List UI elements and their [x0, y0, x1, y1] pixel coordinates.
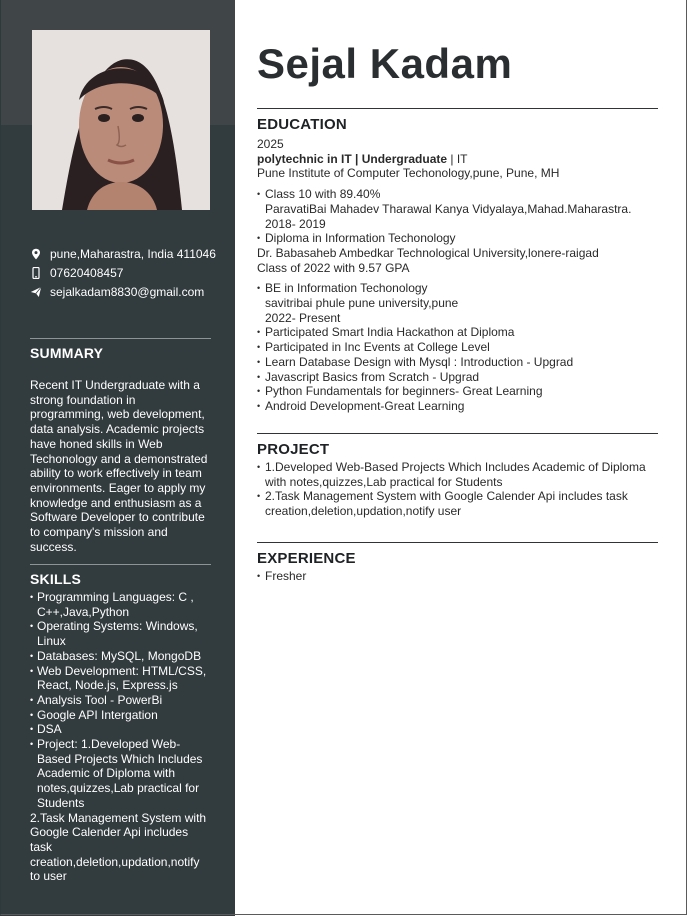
- education-section: [257, 108, 658, 414]
- education-heading: EDUCATION: [257, 116, 347, 133]
- activity-item: • Learn Database Design with Mysql : Introduction - Upgrad: [257, 355, 658, 370]
- skills-section: [30, 564, 211, 884]
- profile-photo: [32, 30, 210, 210]
- contact-email: [30, 285, 220, 299]
- be-years: 2022- Present: [265, 310, 341, 325]
- education-field: | IT: [447, 151, 468, 166]
- experience-divider: [257, 542, 658, 543]
- experience-section: [257, 542, 658, 584]
- skill-item: • Web Development: HTML/CSS, React, Node.js, Express.js: [30, 664, 211, 693]
- contact-address: [30, 247, 220, 261]
- candidate-name: Sejal Kadam: [257, 40, 513, 87]
- diploma-gpa: Class of 2022 with 9.57 GPA: [257, 260, 410, 275]
- education-year: 2025: [257, 137, 284, 151]
- skill-item: • Operating Systems: Windows, Linux: [30, 619, 211, 648]
- project-divider: [257, 433, 658, 434]
- project-list: [257, 460, 658, 519]
- activity-item: • Python Fundamentals for beginners- Great Learning: [257, 384, 658, 399]
- education-divider: [257, 108, 658, 109]
- skill-item: • Programming Languages: C , C++,Java,Python: [30, 590, 211, 619]
- project-item: • 1.Developed Web-Based Projects Which Includes Academic of Diploma with notes,quizzes,Lab practical for Students: [257, 460, 658, 489]
- skill-item: • Google API Intergation: [30, 708, 211, 723]
- address-text: pune,Maharastra, India 411046: [50, 247, 216, 261]
- activity-item: • Javascript Basics from Scratch - Upgrad: [257, 370, 658, 385]
- skill-item: • DSA: [30, 722, 211, 737]
- class10-school: ParavatiBai Mahadev Tharawal Kanya Vidyalaya,Mahad.Maharastra.: [265, 201, 632, 216]
- summary-heading: SUMMARY: [30, 345, 104, 361]
- skills-list-wrap: [30, 590, 211, 884]
- class10-years: 2018- 2019: [265, 216, 326, 231]
- be-activities-list: [257, 281, 658, 413]
- project-item: • 2.Task Management System with Google Calender Api includes task creation,deletion,updation,notify user: [257, 489, 658, 518]
- skill-item: • Analysis Tool - PowerBi: [30, 693, 211, 708]
- summary-section: [30, 338, 211, 554]
- skills-divider: [30, 564, 211, 565]
- class10-list: [257, 187, 658, 246]
- be-label: • BE in Information Techonology: [265, 281, 428, 296]
- be-item: [257, 281, 658, 325]
- experience-heading: EXPERIENCE: [257, 550, 356, 567]
- send-mail-icon: [30, 286, 42, 298]
- be-university: savitribai phule pune university,pune: [265, 296, 459, 311]
- contact-block: [30, 247, 220, 304]
- education-degree-line: [257, 152, 658, 167]
- education-institute: Pune Institute of Computer Techonology,pune, Pune, MH: [257, 166, 560, 181]
- skills-heading: SKILLS: [30, 571, 81, 587]
- experience-body: [257, 569, 658, 584]
- project-section: [257, 433, 658, 519]
- mobile-phone-icon: [30, 267, 42, 279]
- class10-item: [257, 187, 658, 231]
- activity-item: • Android Development-Great Learning: [257, 399, 658, 414]
- education-degree: polytechnic in IT | Undergraduate: [257, 151, 448, 166]
- education-body: [257, 137, 658, 414]
- class10-label: • Class 10 with 89.40%: [265, 187, 381, 202]
- skill-trailing-text: 2.Task Management System with Google Calender Api includes task creation,deletion,updation,notify to user: [30, 810, 207, 884]
- skill-item: • Databases: MySQL, MongoDB: [30, 649, 211, 664]
- summary-divider: [30, 338, 211, 339]
- sidebar: [0, 0, 235, 916]
- location-pin-icon: [30, 248, 42, 260]
- skill-item: • Project: 1.Developed Web-Based Projects Which Includes Academic of Diploma with notes,quizzes,Lab practical for Students: [30, 737, 211, 811]
- skills-list: [30, 590, 211, 811]
- email-text[interactable]: sejalkadam8830@gmail.com: [50, 285, 205, 299]
- phone-text: 07620408457: [50, 266, 124, 280]
- activity-item: • Participated in Inc Events at College Level: [257, 340, 658, 355]
- project-heading: PROJECT: [257, 441, 330, 458]
- activity-item: • Participated Smart India Hackathon at Diploma: [257, 325, 658, 340]
- project-body: [257, 460, 658, 519]
- contact-phone: [30, 266, 220, 280]
- experience-item: • Fresher: [257, 569, 658, 584]
- diploma-university: Dr. Babasaheb Ambedkar Technological University,lonere-raigad: [257, 245, 599, 260]
- diploma-item: • Diploma in Information Techonology: [257, 231, 658, 246]
- summary-text: Recent IT Undergraduate with a strong foundation in programming, web development, data analysis. Academic projects have honed skills in Web Techonology and a demonstrated ability to work effectively in team environments. Eager to apply my knowledge and enthusiasm as a Software Developer to contribute to company's mission and success.: [30, 378, 208, 554]
- experience-list: [257, 569, 658, 584]
